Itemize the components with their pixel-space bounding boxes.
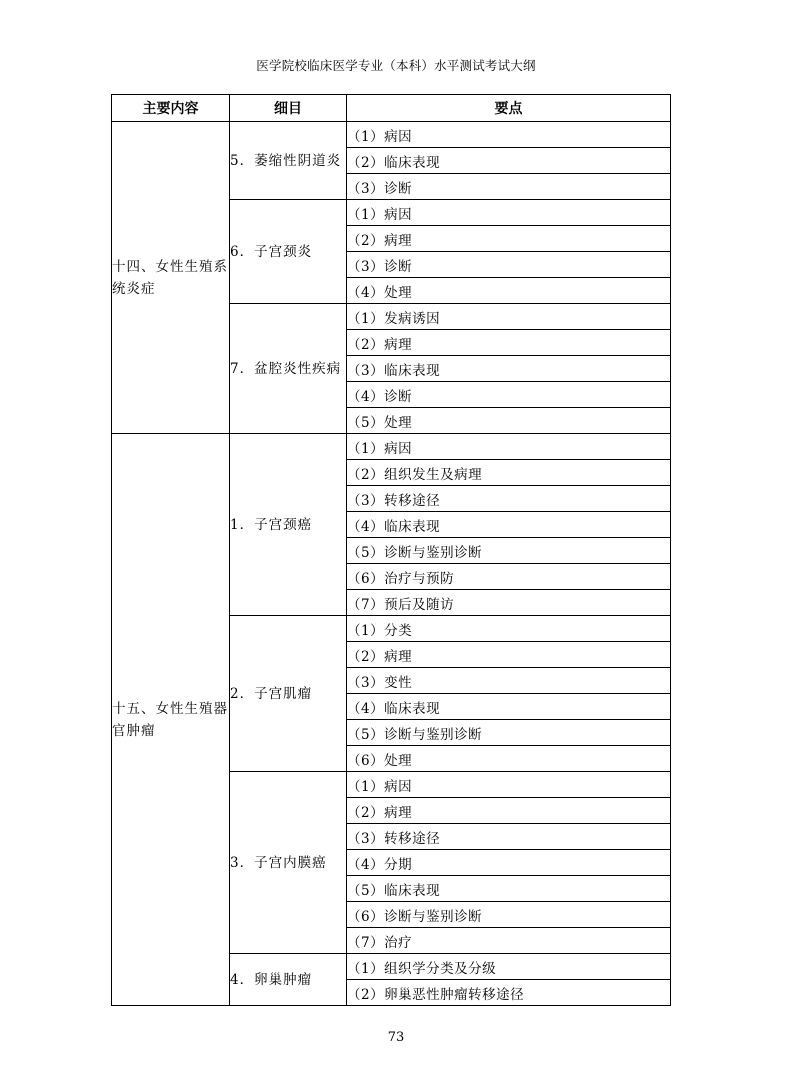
table-body [112, 122, 671, 1006]
column-header-sub: 细目 [230, 95, 347, 122]
key-point-cell: （5）临床表现 [347, 876, 671, 902]
subtopic-cell: 3．子宫内膜癌 [230, 772, 347, 954]
key-point-cell: （6）诊断与鉴别诊断 [347, 902, 671, 928]
key-point-cell: （6）处理 [347, 746, 671, 772]
main-topic-cell: 十五、女性生殖器官肿瘤 [112, 434, 230, 1006]
key-point-cell: （2）临床表现 [347, 148, 671, 174]
key-point-cell: （2）病理 [347, 330, 671, 356]
table-row [112, 434, 671, 460]
key-point-cell: （4）分期 [347, 850, 671, 876]
key-point-cell: （7）预后及随访 [347, 590, 671, 616]
key-point-cell: （3）诊断 [347, 174, 671, 200]
key-point-cell: （3）诊断 [347, 252, 671, 278]
column-header-main: 主要内容 [112, 95, 230, 122]
subtopic-cell: 5．萎缩性阴道炎 [230, 122, 347, 200]
key-point-cell: （1）病因 [347, 434, 671, 460]
table-header-row [112, 95, 671, 122]
key-point-cell: （4）临床表现 [347, 512, 671, 538]
page-header: 医学院校临床医学专业（本科）水平测试考试大纲 [256, 58, 536, 73]
key-point-cell: （1）发病诱因 [347, 304, 671, 330]
page-number: 73 [387, 1030, 405, 1045]
main-topic-cell: 十四、女性生殖系统炎症 [112, 122, 230, 434]
syllabus-table [111, 94, 671, 1006]
key-point-cell: （3）转移途径 [347, 824, 671, 850]
subtopic-cell: 7．盆腔炎性疾病 [230, 304, 347, 434]
subtopic-cell: 2．子宫肌瘤 [230, 616, 347, 772]
key-point-cell: （5）处理 [347, 408, 671, 434]
column-header-points: 要点 [347, 95, 671, 122]
key-point-cell: （4）处理 [347, 278, 671, 304]
key-point-cell: （3）变性 [347, 668, 671, 694]
key-point-cell: （7）治疗 [347, 928, 671, 954]
key-point-cell: （1）病因 [347, 122, 671, 148]
key-point-cell: （3）临床表现 [347, 356, 671, 382]
table-row [112, 122, 671, 148]
key-point-cell: （2）病理 [347, 226, 671, 252]
subtopic-cell: 6．子宫颈炎 [230, 200, 347, 304]
key-point-cell: （5）诊断与鉴别诊断 [347, 720, 671, 746]
key-point-cell: （3）转移途径 [347, 486, 671, 512]
subtopic-cell: 1．子宫颈癌 [230, 434, 347, 616]
key-point-cell: （2）组织发生及病理 [347, 460, 671, 486]
subtopic-cell: 4．卵巢肿瘤 [230, 954, 347, 1006]
key-point-cell: （5）诊断与鉴别诊断 [347, 538, 671, 564]
key-point-cell: （1）组织学分类及分级 [347, 954, 671, 980]
key-point-cell: （4）诊断 [347, 382, 671, 408]
key-point-cell: （1）分类 [347, 616, 671, 642]
key-point-cell: （2）病理 [347, 798, 671, 824]
key-point-cell: （1）病因 [347, 772, 671, 798]
key-point-cell: （1）病因 [347, 200, 671, 226]
key-point-cell: （6）治疗与预防 [347, 564, 671, 590]
key-point-cell: （2）病理 [347, 642, 671, 668]
key-point-cell: （2）卵巢恶性肿瘤转移途径 [347, 980, 671, 1006]
key-point-cell: （4）临床表现 [347, 694, 671, 720]
